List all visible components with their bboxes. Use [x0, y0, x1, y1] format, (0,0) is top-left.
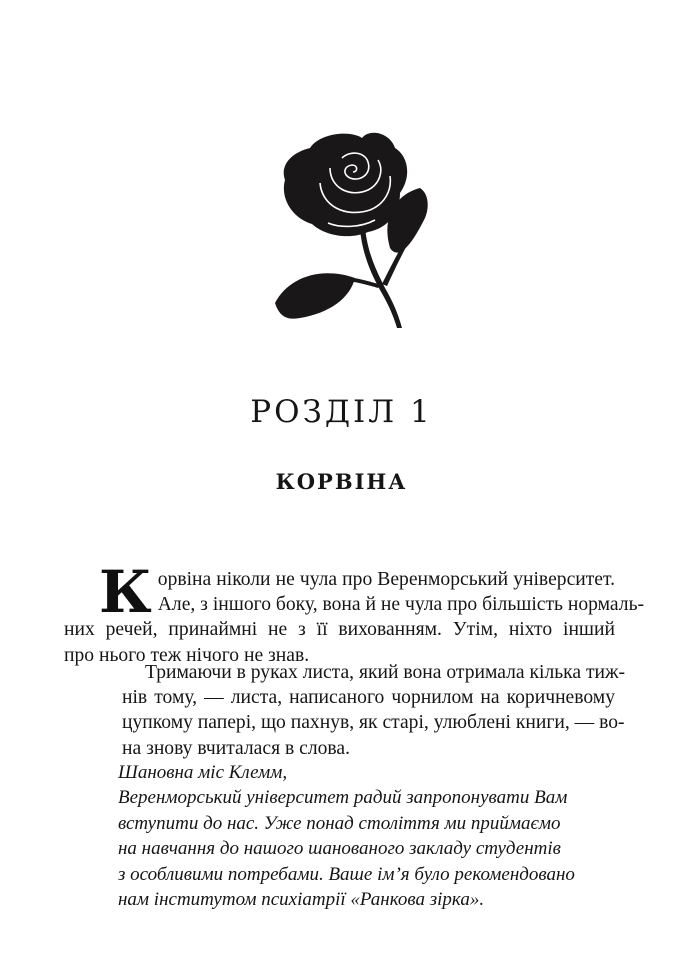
rose-icon	[250, 128, 430, 328]
chapter-title: РОЗДІЛ 1	[250, 394, 433, 430]
chapter-subtitle: КОРВІНА	[275, 469, 408, 494]
text-line: про нього теж нічого не знав.	[64, 644, 310, 666]
text-line: на знову вчиталася в слова.	[122, 737, 350, 759]
text-line: цупкому папері, що пахнув, як старі, улюблені книги, — во-	[122, 712, 625, 734]
letter-line: нам інститутом психіатрії «Ранкова зірка».	[118, 889, 485, 911]
drop-cap: К	[99, 558, 152, 626]
text-line: нів тому, — листа, написаного чорнилом на коричневому	[122, 687, 615, 709]
letter-line: на навчання до нашого шанованого закладу студентів	[118, 838, 561, 860]
paragraph-2	[99, 660, 626, 761]
text-line: них речей, принаймні не з її вихованням. Утім, ніхто інший	[64, 619, 615, 641]
letter-quote	[118, 760, 618, 912]
letter-line: Шановна міс Клемм,	[118, 762, 288, 783]
letter-line: Веренморський університет радий запропонувати Вам	[118, 787, 568, 809]
paragraph-1	[64, 558, 645, 668]
letter-line: вступити до нас. Уже понад століття ми приймаємо	[118, 812, 561, 834]
text-line: орвіна ніколи не чула про Веренморський університет.	[157, 569, 615, 590]
letter-line: з особливими потребами. Ваше ім’я було рекомендовано	[118, 863, 575, 885]
text-line: Тримаючи в руках листа, який вона отримала кілька тиж-	[145, 662, 626, 683]
text-line: Але, з іншого боку, вона й не чула про більшість нормаль-	[157, 594, 645, 616]
